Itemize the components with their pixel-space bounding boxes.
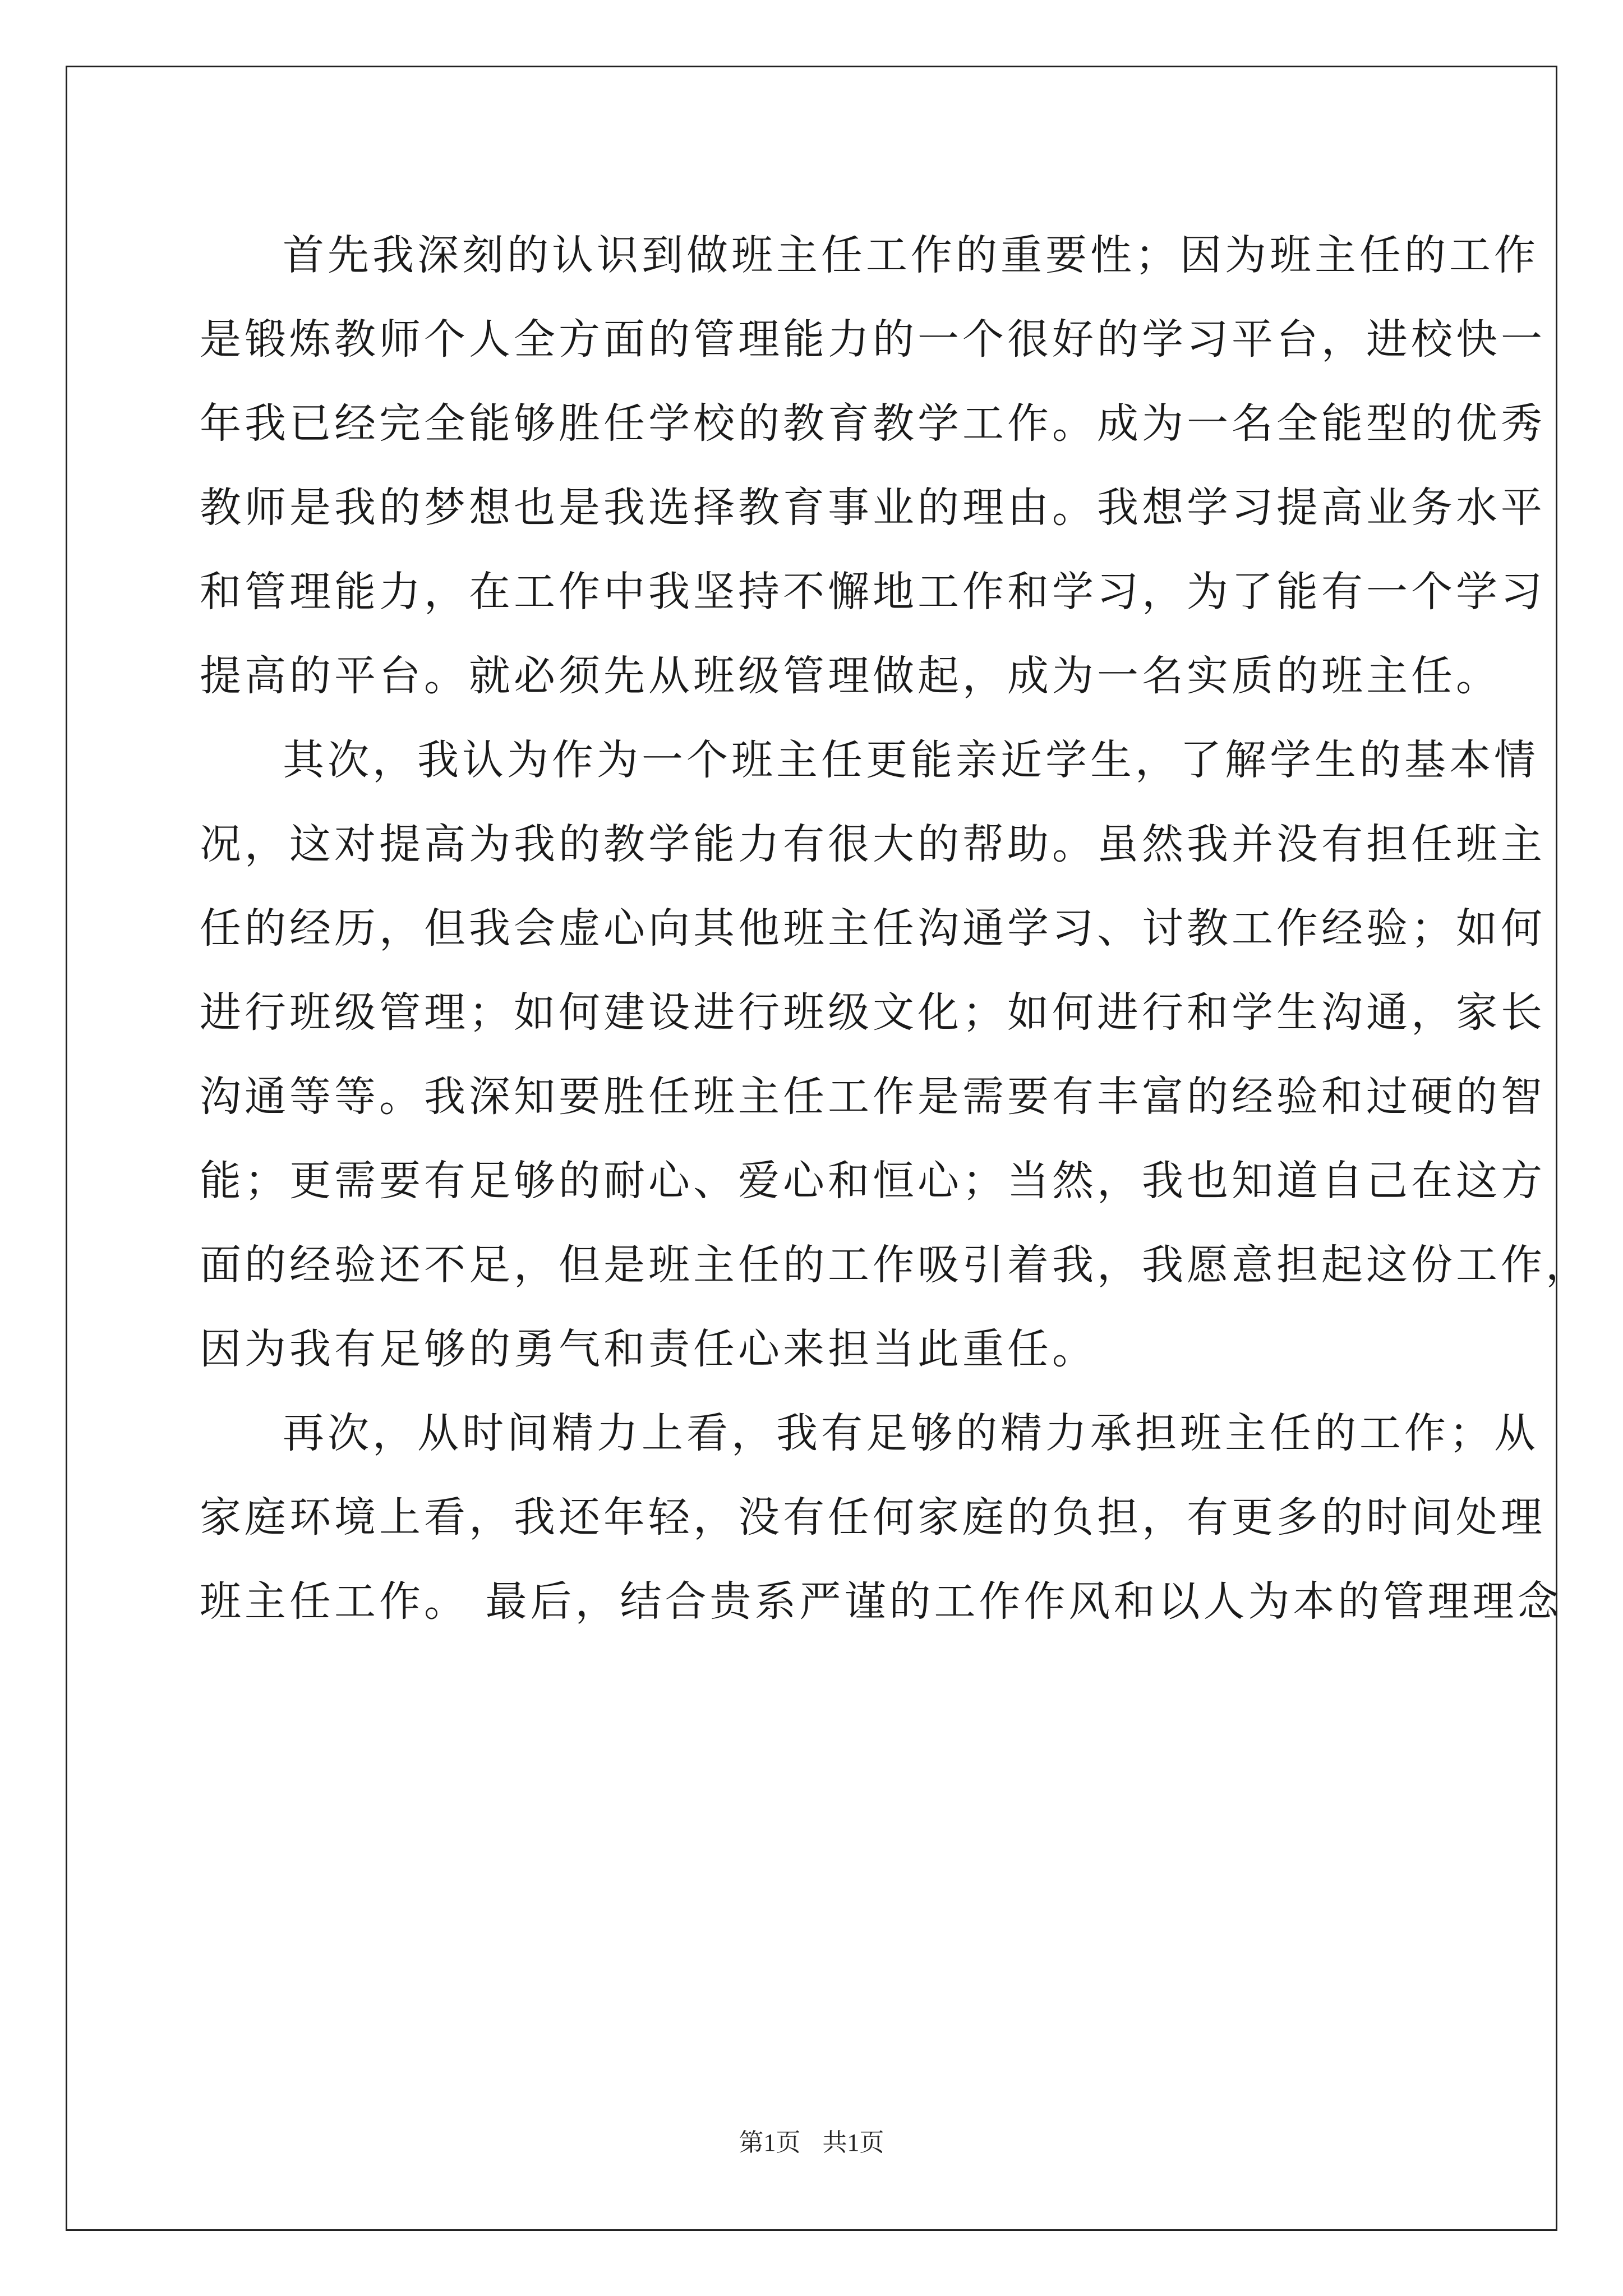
page-total: 共1页: [822, 2129, 884, 2156]
text-line: 况，这对提高为我的教学能力有很大的帮助。虽然我并没有担任班主: [200, 820, 1546, 868]
text-line: 沟通等等。我深知要胜任班主任工作是需要有丰富的经验和过硬的智: [200, 1073, 1546, 1121]
text-line: 能；更需要有足够的耐心、爱心和恒心；当然，我也知道自己在这方: [200, 1157, 1546, 1205]
text-line: 家庭环境上看，我还年轻，没有任何家庭的负担，有更多的时间处理: [200, 1493, 1546, 1542]
paragraph-3: [200, 1391, 1562, 1644]
document-body: [200, 213, 1590, 1644]
page-number: 第1页: [739, 2129, 801, 2156]
text-line: 再次，从时间精力上看，我有足够的精力承担班主任的工作；从: [283, 1409, 1539, 1457]
text-line: 教师是我的梦想也是我选择教育事业的理由。我想学习提高业务水平: [200, 484, 1546, 532]
text-line: 面的经验还不足，但是班主任的工作吸引着我，我愿意担起这份工作，: [200, 1241, 1590, 1289]
paragraph-1: [200, 213, 1546, 718]
text-line: 年我已经完全能够胜任学校的教育教学工作。成为一名全能型的优秀: [200, 399, 1546, 448]
page-footer: [0, 2126, 1623, 2160]
text-line: 进行班级管理；如何建设进行班级文化；如何进行和学生沟通，家长: [200, 988, 1546, 1037]
text-line: 首先我深刻的认识到做班主任工作的重要性；因为班主任的工作: [283, 231, 1539, 279]
text-line: 其次，我认为作为一个班主任更能亲近学生，了解学生的基本情: [283, 736, 1539, 784]
text-line: 和管理能力，在工作中我坚持不懈地工作和学习，为了能有一个学习: [200, 568, 1546, 616]
text-line: 任的经历，但我会虚心向其他班主任沟通学习、讨教工作经验；如何: [200, 904, 1546, 953]
paragraph-2: [200, 718, 1590, 1391]
text-line: 因为我有足够的勇气和责任心来担当此重任。: [200, 1325, 1097, 1373]
text-line: 班主任工作。 最后，结合贵系严谨的工作作风和以人为本的管理理念: [200, 1577, 1562, 1626]
text-line: 提高的平台。就必须先从班级管理做起，成为一名实质的班主任。: [200, 652, 1501, 700]
text-line: 是锻炼教师个人全方面的管理能力的一个很好的学习平台，进校快一: [200, 315, 1546, 364]
